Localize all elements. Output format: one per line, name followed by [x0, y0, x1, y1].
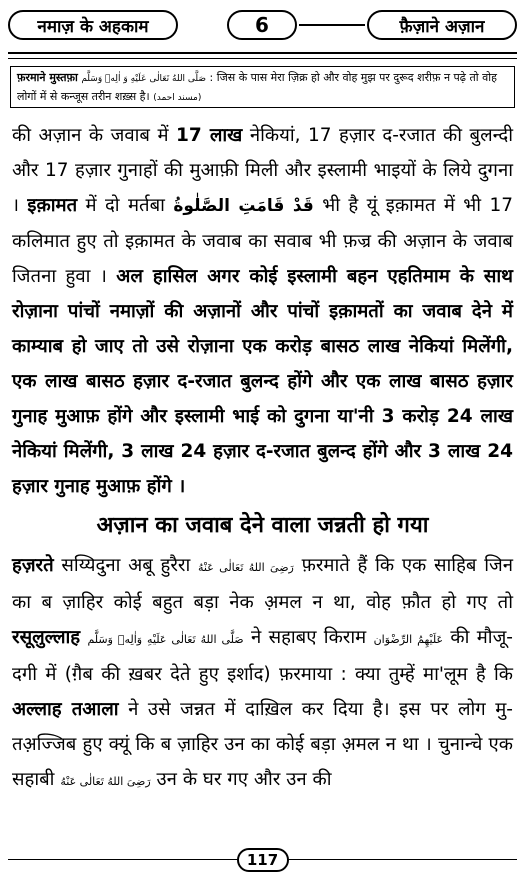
chapter-title: फ़ैज़ाने अज़ान [399, 16, 485, 37]
paragraph-2 [12, 548, 513, 799]
page-number-badge [237, 848, 289, 872]
p2-arabic-1: رَضِیَ اللهُ تَعَالٰی عَنْهُ [198, 561, 294, 574]
paragraph-1 [12, 118, 513, 504]
chapter-number: 6 [255, 13, 269, 37]
p2-bold-3: अल्लाह तआला [12, 699, 119, 720]
p1-bold-1: 17 लाख [176, 125, 243, 146]
note-label: फ़रमाने मुस्तफ़ा [17, 71, 78, 84]
p2-arabic-3: عَلَيْهِمُ الرِّضْوَان [373, 633, 444, 646]
book-title-badge [8, 10, 178, 40]
chapter-title-badge [367, 10, 517, 40]
p1-text-3: में दो मर्तबा [85, 195, 165, 216]
p2-text-2: फ़रमाते हैं कि एक साहिब जिन का ब ज़ाहिर कोई बहुत बड़ा नेक अ़मल न था, वोह फ़ौत हो गए तो [12, 555, 513, 613]
main-text [12, 118, 513, 799]
book-title: नमाज़ के अहकाम [37, 16, 149, 37]
p1-text-2: नेकियां, 17 हज़ार द-रजात की बुलन्दी और 17 हज़ार गुनाहों की मुआफ़ी मिली और इस्लामी भाइयों के लिये दुगना । [12, 125, 513, 216]
header-divider-thin [8, 58, 517, 59]
p1-arabic: قَدْ قَامَتِ الصَّلٰوةُ [173, 196, 314, 216]
p2-arabic-2: صَلَّى اللهُ تَعَالٰی عَلَيْهِ وَاٰلِهٖ وَسَلَّم [87, 633, 244, 646]
salawat-text: صَلَّى اللهُ تَعَالٰی عَلَيْهِ وَ اٰلِهٖ وَسَلَّم [81, 74, 207, 84]
p2-arabic-4: رَضِیَ اللهُ تَعَالٰی عَنْهُ [60, 775, 151, 788]
p2-text-6: उन के घर गए और उन की [156, 769, 332, 790]
p2-text-4: की मौजू-दगी में (ग़ैब की ख़बर देते हुए इर्शाद) फ़रमाया : क्या तुम्हें मा'लूम है कि [12, 627, 513, 685]
p2-bold-1: हज़रते [12, 555, 54, 576]
chapter-number-badge [227, 10, 297, 40]
p1-bold-3: अल हासिल अगर कोई इस्लामी बहन एहतिमाम के साथ रोज़ाना पांचों नमाज़ों की अज़ानों और पांचों इक़ामतों का जवाब देने में काम्याब हो जाए तो उसे रोज़ाना एक करोड़ बासठ लाख नेकियां मिलेंगी, एक लाख बासठ हज़ार द-रजात बुलन्द होंगे और एक लाख बासठ हज़ार गुनाह मुआफ़ होंगे और इस्लामी भाई को दुगना या'नी 3 करोड़ 24 लाख नेकियां मिलेंगी, 3 लाख 24 हज़ार द-रजात बुलन्द होंगे और 3 लाख 24 हज़ार गुनाह मुआफ़ होंगे । [12, 266, 514, 497]
note-source: (مسند احمد) [153, 93, 202, 103]
note-text: : जिस के पास मेरा ज़िक्र हो और वोह मुझ पर दुरूद शरीफ़ न पढ़े तो वोह लोगों में से कन्जूस तरीन शख़्स है। [17, 71, 497, 103]
p1-text-1: की अज़ान के जवाब में [12, 125, 169, 146]
p1-bold-2: इक़ामत [27, 195, 78, 216]
section-heading: अज़ान का जवाब देने वाला जन्नती हो गया [96, 513, 429, 538]
p2-text-3: ने सहाबए किराम [250, 627, 367, 648]
p2-text-5: ने उसे जन्नत में दाख़िल कर दिया है। इस पर लोग मु-तअ़ज्जिब हुए क्यूं कि ब ज़ाहिर उन का कोई बड़ा अ़मल न था । चुनान्चे एक सहाबी [12, 699, 513, 790]
p2-text-1: सय्यिदुना अबू हुरैरा [61, 555, 191, 576]
p2-bold-2: रसूलुल्लाह [12, 627, 81, 648]
p1-text-4: भी है यूं इक़ामत में भी 17 कलिमात हुए तो इक़ामत के जवाब का सवाब भी फ़ज्र की अज़ान के जवाब जितना हुवा । [12, 195, 514, 287]
page-number: 117 [246, 851, 279, 869]
header-rule-right [299, 24, 365, 26]
header-divider [8, 52, 517, 54]
hadith-note-box [10, 66, 515, 108]
